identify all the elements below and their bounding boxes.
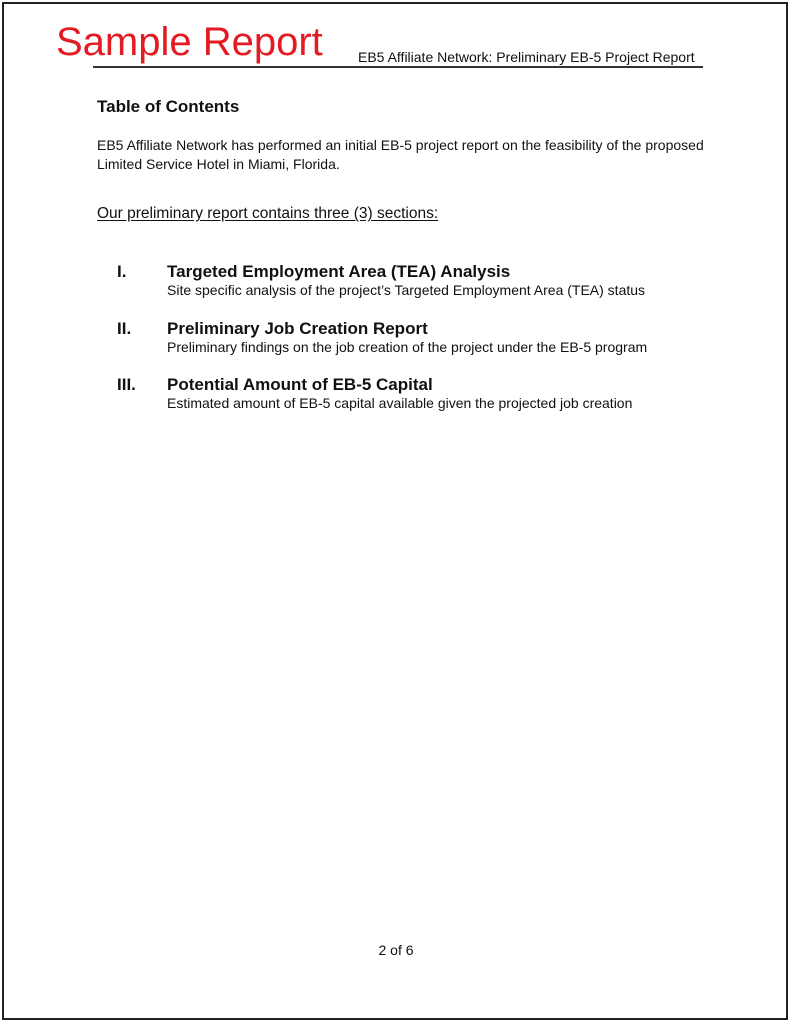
header-divider (93, 66, 703, 68)
section-numeral: III. (117, 375, 136, 394)
report-header-subtitle: EB5 Affiliate Network: Preliminary EB-5 Project Report (358, 49, 695, 65)
section-description: Site specific analysis of the project’s Targeted Employment Area (TEA) status (167, 282, 646, 298)
section-description: Preliminary findings on the job creation of the project under the EB-5 program (167, 339, 648, 355)
sections-heading: Our preliminary report contains three (3) sections: (97, 205, 439, 222)
section-title: Preliminary Job Creation Report (167, 319, 428, 338)
section-numeral: I. (117, 262, 127, 281)
section-title: Targeted Employment Area (TEA) Analysis (167, 262, 511, 281)
page-number: 2 of 6 (378, 942, 414, 958)
report-brand-title: Sample Report (56, 20, 323, 64)
section-numeral: II. (117, 319, 132, 338)
intro-paragraph (97, 136, 717, 174)
intro-text: EB5 Affiliate Network has performed an initial EB-5 project report on the feasibility of the proposed Limited Service Hotel in Miami, Florida. (97, 137, 704, 172)
section-title: Potential Amount of EB-5 Capital (167, 375, 433, 394)
document-page (2, 2, 788, 1020)
table-of-contents-title: Table of Contents (97, 97, 240, 116)
section-description: Estimated amount of EB-5 capital available given the projected job creation (167, 395, 633, 411)
